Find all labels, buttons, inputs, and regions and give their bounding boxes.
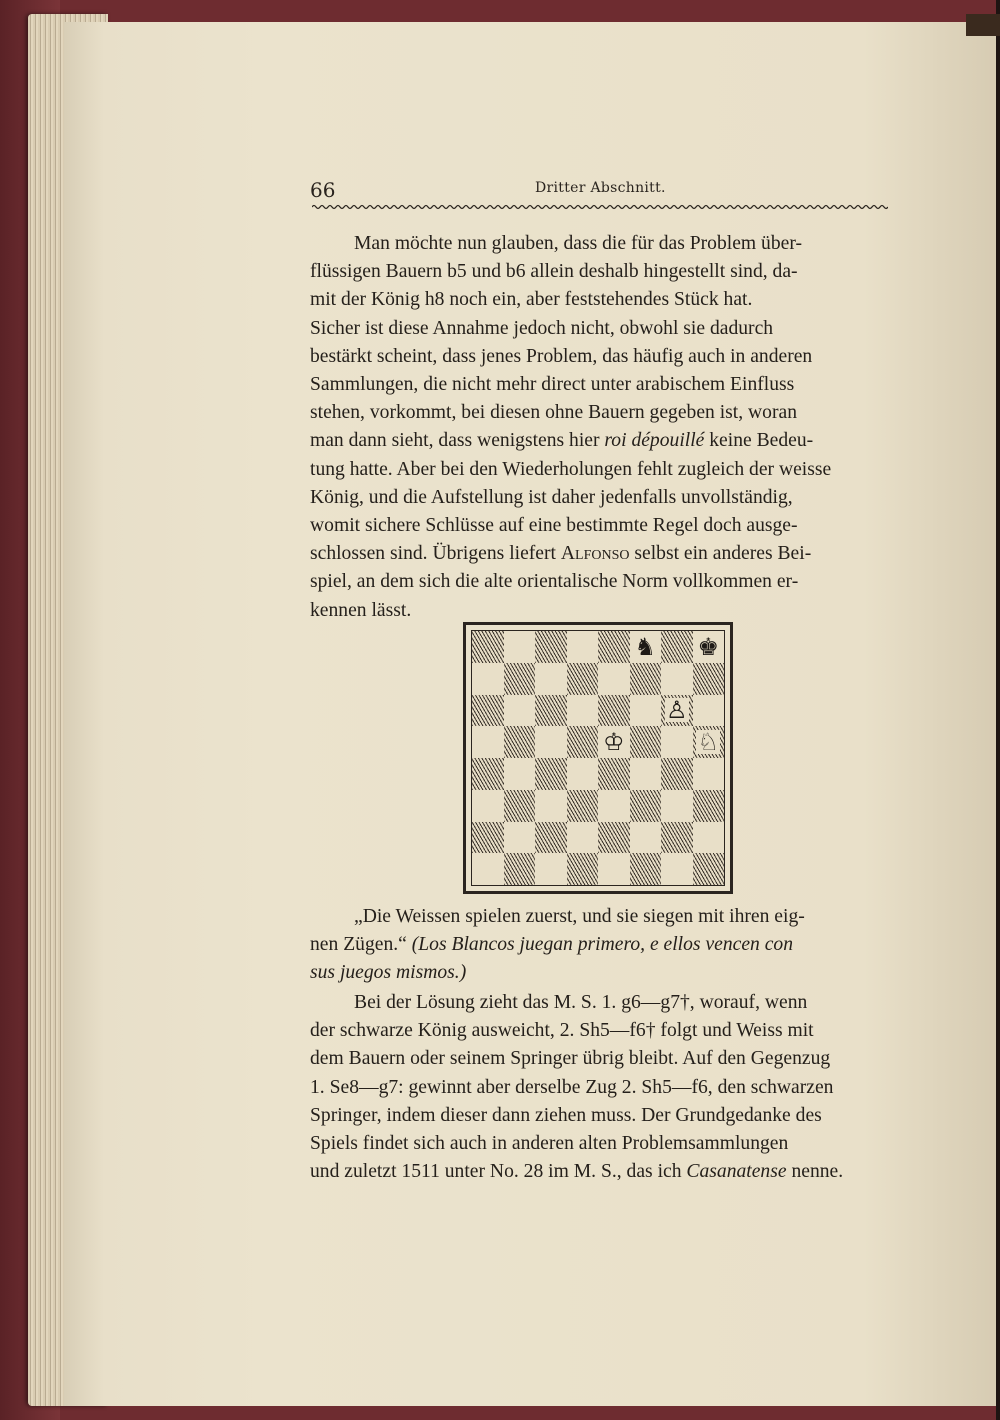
text-line: König, und die Aufstellung ist daher jedenfalls unvollständig, — [310, 486, 793, 508]
board-square-c5 — [535, 726, 567, 758]
text-line: bestärkt scheint, dass jenes Problem, das häufig auch in anderen — [310, 345, 813, 367]
text-span: und zuletzt 1511 unter No. 28 im M. S., das ich — [310, 1161, 687, 1183]
text-line: Springer, indem dieser dann ziehen muss. Der Grundgedanke des — [310, 1104, 822, 1126]
black-king-icon: ♚ — [697, 632, 719, 661]
board-square-b1 — [504, 853, 536, 885]
text-line: Sammlungen, die nicht mehr direct unter arabischem Einfluss — [310, 374, 795, 396]
text-line — [310, 427, 890, 455]
board-square-a3 — [472, 790, 504, 822]
board-square-a1 — [472, 853, 504, 885]
text-span: keine Bedeu- — [704, 430, 814, 452]
author-name: Alfonso — [560, 543, 630, 565]
text-line: der schwarze König ausweicht, 2. Sh5—f6† folgt und Weiss mit — [310, 1020, 814, 1042]
board-square-e8 — [598, 631, 630, 663]
board-square-g3 — [661, 790, 693, 822]
spanish-quote: (Los Blancos juegan primero, e ellos vencen con — [411, 934, 794, 956]
text-line: Man möchte nun glauben, dass die für das Problem über- — [354, 233, 802, 254]
corner-tab — [966, 14, 1000, 36]
text-span: nenne. — [786, 1161, 844, 1183]
board-square-f5 — [630, 726, 662, 758]
board-square-h3 — [693, 790, 725, 822]
board-square-d7 — [567, 663, 599, 695]
board-square-h2 — [693, 822, 725, 854]
board-square-g2 — [661, 822, 693, 854]
board-square-d8 — [567, 631, 599, 663]
text-span: schlossen sind. Übrigens liefert — [310, 543, 561, 565]
running-head: Dritter Abschnitt. — [535, 180, 666, 196]
board-square-a8 — [472, 631, 504, 663]
board-square-g6 — [661, 695, 693, 727]
board-square-d5 — [567, 726, 599, 758]
manuscript-name: Casanatense — [686, 1161, 787, 1183]
text-line: Bei der Lösung zieht das M. S. 1. g6—g7†, worauf, wenn — [354, 992, 808, 1013]
board-square-e5 — [598, 726, 630, 758]
text-line: tung hatte. Aber bei den Wiederholungen fehlt zugleich der weisse — [310, 458, 832, 480]
board-square-b3 — [504, 790, 536, 822]
board-square-d3 — [567, 790, 599, 822]
board-square-g5 — [661, 726, 693, 758]
text-span: man dann sieht, dass wenigstens hier — [310, 430, 605, 452]
board-square-h1 — [693, 853, 725, 885]
text-line: womit sichere Schlüsse auf eine bestimmte Regel doch ausge- — [310, 515, 798, 537]
paragraph-1 — [310, 230, 890, 625]
text-line: Sicher ist diese Annahme jedoch nicht, obwohl sie dadurch — [310, 317, 774, 339]
text-line — [310, 540, 890, 568]
paragraph-3 — [310, 989, 890, 1186]
text-line — [310, 959, 890, 987]
board-square-h5 — [693, 726, 725, 758]
text-line: dem Bauern oder seinem Springer übrig bleibt. Auf den Gegenzug — [310, 1048, 831, 1070]
board-square-e6 — [598, 695, 630, 727]
black-knight-icon: ♞ — [634, 632, 656, 661]
board-square-c7 — [535, 663, 567, 695]
board-square-b2 — [504, 822, 536, 854]
board-square-c2 — [535, 822, 567, 854]
board-square-d1 — [567, 853, 599, 885]
board-square-b5 — [504, 726, 536, 758]
board-square-d6 — [567, 695, 599, 727]
paragraph-2 — [310, 903, 890, 988]
chessboard — [471, 630, 725, 886]
board-square-c3 — [535, 790, 567, 822]
board-square-a7 — [472, 663, 504, 695]
board-square-e2 — [598, 822, 630, 854]
white-pawn-icon: ♙ — [665, 696, 688, 725]
board-square-e7 — [598, 663, 630, 695]
text-line: mit der König h8 noch ein, aber feststehendes Stück hat. — [310, 289, 753, 311]
board-square-h4 — [693, 758, 725, 790]
board-square-g4 — [661, 758, 693, 790]
board-square-b4 — [504, 758, 536, 790]
board-square-f3 — [630, 790, 662, 822]
board-square-d4 — [567, 758, 599, 790]
board-square-h8 — [693, 631, 725, 663]
board-square-b8 — [504, 631, 536, 663]
chess-diagram — [463, 622, 733, 894]
text-line: flüssigen Bauern b5 und b6 allein deshalb hingestellt sind, da- — [310, 261, 798, 283]
white-knight-icon: ♘ — [697, 728, 719, 757]
board-square-h7 — [693, 663, 725, 695]
board-square-c8 — [535, 631, 567, 663]
board-square-c6 — [535, 695, 567, 727]
text-line: Spiels findet sich auch in anderen alten Problemsammlungen — [310, 1133, 789, 1155]
white-king-icon: ♔ — [602, 728, 625, 757]
text-line: „Die Weissen spielen zuerst, und sie siegen mit ihren eig- — [354, 906, 805, 927]
board-square-f4 — [630, 758, 662, 790]
board-square-g1 — [661, 853, 693, 885]
text-line: kennen lässt. — [310, 599, 412, 621]
board-square-e1 — [598, 853, 630, 885]
page-number: 66 — [310, 178, 336, 202]
text-span: selbst ein anderes Bei- — [629, 543, 812, 565]
board-square-a4 — [472, 758, 504, 790]
italic-term: roi dépouillé — [604, 430, 705, 452]
board-square-f2 — [630, 822, 662, 854]
text-span: nen Zügen.“ — [310, 934, 412, 956]
text-line: 1. Se8—g7: gewinnt aber derselbe Zug 2. Sh5—f6, den schwarzen — [310, 1076, 834, 1098]
text-line: stehen, vorkommt, bei diesen ohne Bauern gegeben ist, woran — [310, 402, 797, 424]
spanish-quote: sus juegos mismos.) — [310, 962, 467, 984]
gutter-shadow — [996, 0, 1000, 1420]
board-square-c4 — [535, 758, 567, 790]
board-square-g7 — [661, 663, 693, 695]
board-square-a5 — [472, 726, 504, 758]
board-square-g8 — [661, 631, 693, 663]
text-line — [310, 931, 890, 959]
board-square-f7 — [630, 663, 662, 695]
board-square-e4 — [598, 758, 630, 790]
board-square-f6 — [630, 695, 662, 727]
text-line: spiel, an dem sich die alte orientalische Norm vollkommen er- — [310, 571, 799, 593]
board-square-d2 — [567, 822, 599, 854]
header-rule — [312, 204, 888, 210]
board-square-b6 — [504, 695, 536, 727]
board-square-c1 — [535, 853, 567, 885]
board-square-a2 — [472, 822, 504, 854]
board-square-f1 — [630, 853, 662, 885]
board-square-e3 — [598, 790, 630, 822]
board-square-h6 — [693, 695, 725, 727]
board-square-f8 — [630, 631, 662, 663]
board-square-a6 — [472, 695, 504, 727]
text-line — [310, 1158, 890, 1186]
board-square-b7 — [504, 663, 536, 695]
